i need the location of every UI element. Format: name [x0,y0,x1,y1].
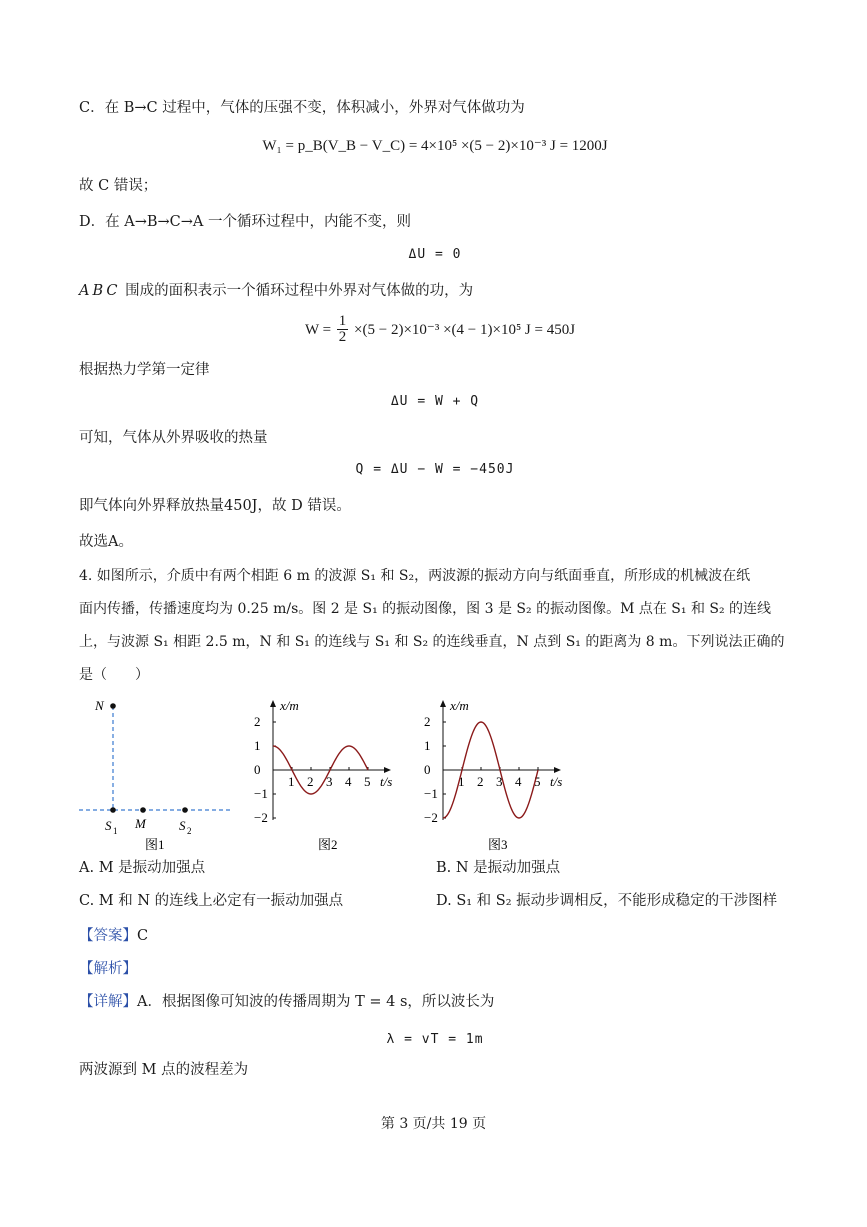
fig2-xtick-label: 2 [307,774,314,789]
fig2-ylabel: x/m [280,698,299,713]
fig3-xtick-label: 3 [496,774,503,789]
fig3-ytick-label: 1 [424,738,431,753]
heat-absorb: 可知，气体从外界吸收的热量 [79,430,268,446]
q4-line-4: 是（ ） [79,667,149,683]
label-n: N [95,698,104,713]
heat-release: 即气体向外界释放热量450J，故 D 错误。 [79,498,351,514]
caption-fig1: 图1 [145,837,165,852]
fig2-ytick-label: −1 [254,786,268,801]
fig3-ytick-label: 0 [424,762,431,777]
fig2-ytick-label: 0 [254,762,261,777]
figure-2 [252,692,407,857]
fig3-ytick-label: −2 [424,810,438,825]
eq-delta-u-zero: ΔU = 0 [408,247,462,262]
fig2-ytick-label: 2 [254,714,261,729]
figure-1 [79,692,239,857]
label-s1-sub: 1 [113,826,118,836]
eq-q: Q = ΔU − W = −450J [355,462,515,477]
fig2-ytick-label: −2 [254,810,268,825]
fig3-xtick-label: 1 [458,774,465,789]
option-d[interactable]: D. S₁ 和 S₂ 振动步调相反，不能形成稳定的干涉图样 [436,893,778,909]
fig3-y-arrow [440,700,446,707]
point-s2 [182,807,188,813]
q4-line-3: 上，与波源 S₁ 相距 2.5 m，N 和 S₁ 的连线与 S₁ 和 S₂ 的连线垂直，N 点到 S₁ 的距离为 8 m。下列说法正确的 [79,634,785,650]
fraction-half: $\frac{1}{2}$ [338,313,347,345]
fig3-xtick-label: 2 [477,774,484,789]
fig2-xtick-label: 1 [288,774,295,789]
option-a[interactable]: A. M 是振动加强点 [79,860,206,876]
label-s1: S [105,818,112,833]
caption-fig2: 图2 [318,837,338,852]
fig3-xtick-label: 5 [534,774,541,789]
q4-line-2: 面内传播，传播速度均为 0.25 m/s。图 2 是 S₁ 的振动图像，图 3 是 S₂ 的振动图像。M 点在 S₁ 和 S₂ 的连线 [79,601,772,617]
point-s1 [110,807,116,813]
point-m [140,807,146,813]
fig2-xtick-label: 5 [364,774,371,789]
fig3-xtick-label: 4 [515,774,522,789]
fig2-xlabel: t/s [380,774,393,789]
detail-line [79,992,494,1012]
fig2-ytick-label: 1 [254,738,261,753]
fig3-ylabel: x/m [450,698,469,713]
label-m: M [135,816,146,831]
fig3-x-arrow [554,767,561,773]
detail-text: A．根据图像可知波的传播周期为 T = 4 s，所以波长为 [137,994,495,1010]
c-intro: C．在 B→C 过程中，气体的压强不变，体积减小，外界对气体做功为 [79,100,525,116]
fig2-xtick-label: 4 [345,774,352,789]
c-conclusion: 故 C 错误； [79,178,158,194]
fig3-xlabel: t/s [550,774,563,789]
d-intro: D．在 A→B→C→A 一个循环过程中，内能不变，则 [79,214,411,230]
eq-w-total: W = $\frac{1}{2}$ ×(5 − 2)×10⁻³ ×(4 − 1)×10⁵ J = 450J [304,313,576,345]
eq-w1: W₁ = p_B(V_B − V_C) = 4×10⁵ ×(5 − 2)×10⁻³ J = 1200J [262,138,608,154]
analysis-tag: 【解析】 [79,961,137,977]
page-footer: 第 3 页/共 19 页 [380,1116,487,1132]
option-c[interactable]: C. M 和 N 的连线上必定有一振动加强点 [79,893,344,909]
fig2-x-arrow [384,767,391,773]
caption-fig3: 图3 [488,837,508,852]
answer-value: C [137,928,149,944]
point-n [110,703,116,709]
q4-line-1: 4. 如图所示，介质中有两个相距 6 m 的波源 S₁ 和 S₂，两波源的振动方向与纸面垂直，所形成的机械波在纸 [79,568,751,584]
fig2-y-arrow [270,700,276,707]
first-law: 根据热力学第一定律 [79,362,210,378]
area-line [79,281,473,301]
detail-tag: 【详解】 [79,994,137,1010]
figure-3 [422,692,582,857]
area-text: 围成的面积表示一个循环过程中外界对气体做的功，为 [125,283,474,299]
abc-label: ABC [79,283,121,299]
eq-first-law: ΔU = W + Q [390,394,480,409]
choose-a: 故选A。 [79,534,133,550]
path-diff: 两波源到 M 点的波程差为 [79,1062,249,1078]
label-s2: S [179,818,186,833]
label-s2-sub: 2 [187,826,192,836]
option-b[interactable]: B. N 是振动加强点 [436,860,561,876]
fig2-xtick-label: 3 [326,774,333,789]
answer-tag: 【答案】 [79,928,137,944]
fig3-ytick-label: −1 [424,786,438,801]
answer-line [79,926,148,946]
eq-lambda: λ = vT = 1m [386,1032,484,1047]
fig3-ytick-label: 2 [424,714,431,729]
